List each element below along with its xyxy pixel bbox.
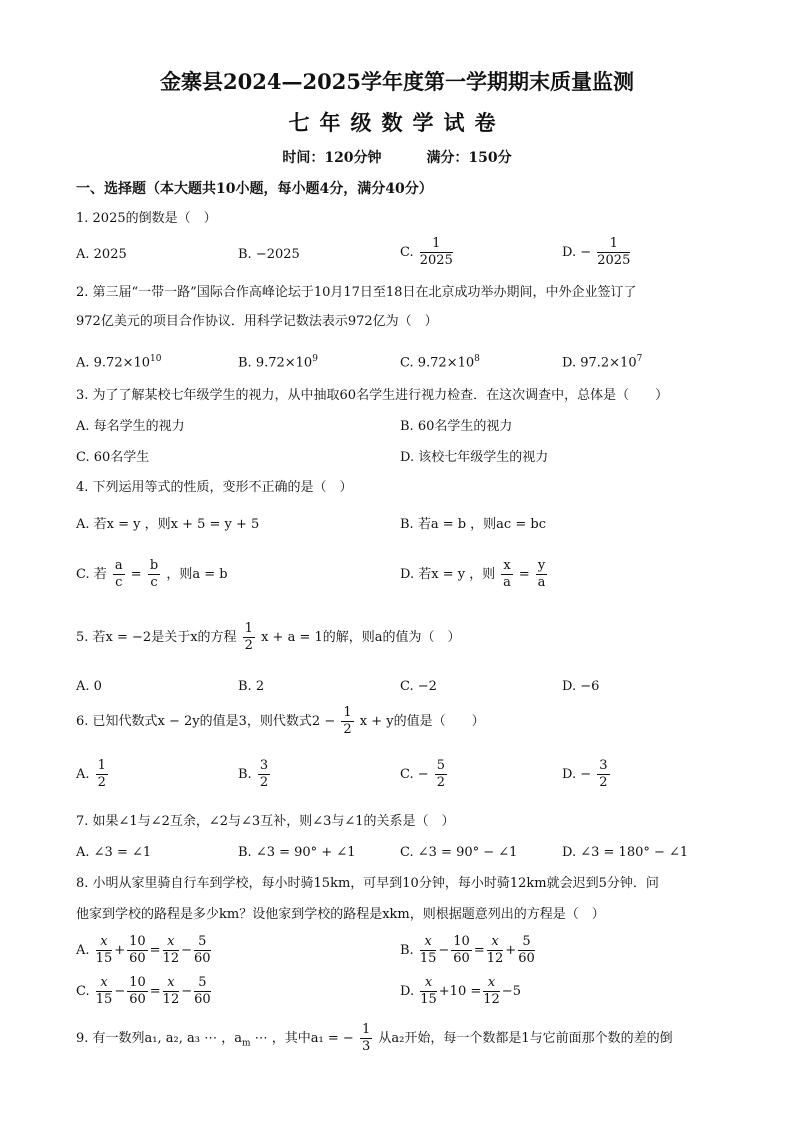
q4-option-c: C. 若 $\frac{a}{c}$ = $\frac{b}{c}$ ，则a = b (76, 558, 228, 590)
fraction: $\frac{3}{2}$ (599, 758, 608, 790)
fraction: $\frac{1}{2}$ (343, 705, 352, 737)
question-5-stem: 5. 若x = −2是关于x的方程 $\frac{1}{2}$ x + a = 1的解，则a的值为（ ） (76, 621, 461, 653)
question-2-stem-line1: 2. 第三届“一带一路”国际合作高峰论坛于10月17日至18日在北京成功举办期间，中外企业签订了 (76, 285, 637, 300)
q2-option-b: B. $9.72\times 10^9$ (238, 354, 318, 371)
q3-option-b: B. 60名学生的视力 (400, 419, 513, 434)
q3-option-d: D. 该校七年级学生的视力 (400, 450, 549, 465)
fraction: $\frac{1}{2}$ (97, 758, 106, 790)
question-6-stem: 6. 已知代数式x − 2y的值是3，则代数式2 − $\frac{1}{2}$ x + y的值是（ ） (76, 705, 485, 737)
exam-subtitle: 七年级数学试卷 (288, 110, 506, 135)
fraction: $\frac{1}{3}$ (361, 1022, 371, 1054)
question-3-stem: 3. 为了了解某校七年级学生的视力，从中抽取60名学生进行视力检查．在这次调查中，总体是（ ） (76, 388, 669, 403)
fraction: $\frac{1}{2}$ (244, 621, 253, 653)
q4-option-a: A. 若x = y ，则x + 5 = y + 5 (76, 517, 260, 532)
question-7-stem: 7. 如果∠1与∠2互余，∠2与∠3互补，则∠3与∠1的关系是（ ） (76, 814, 455, 829)
fraction: $\frac{b}{c}$ (149, 558, 159, 590)
q4-option-b: B. 若a = b ，则ac = bc (400, 517, 546, 532)
question-1-stem: 1. 2025的倒数是（ ） (76, 211, 217, 226)
q5-option-b: B. 2 (238, 679, 265, 694)
q1-option-a: A. 2025 (76, 247, 127, 262)
q2-option-a: A. $9.72\times 10^{10}$ (76, 354, 162, 371)
question-4-stem: 4. 下列运用等式的性质，变形不正确的是（ ） (76, 480, 353, 495)
q3-option-a: A. 每名学生的视力 (76, 419, 185, 434)
fraction: $\frac{1}{2025}$ (597, 236, 631, 268)
q8-option-a: A. $\frac{x}{15}$ + $\frac{10}{60}$ = $\frac{x}{12}$ − $\frac{5}{60}$ (76, 934, 211, 966)
section-heading: 一、选择题（本大题共10小题，每小题4分，满分40分） (76, 181, 433, 197)
q5-option-c: C. −2 (400, 679, 437, 694)
q1-option-c: C. $\frac{1}{2025}$ (400, 236, 453, 268)
q1-option-d: D. − $\frac{1}{2025}$ (562, 236, 631, 268)
fraction: $\frac{x}{a}$ (503, 558, 511, 590)
q4-option-d: D. 若x = y ，则 $\frac{x}{a}$ = $\frac{y}{a}$ (400, 558, 546, 590)
fraction: $\frac{3}{2}$ (259, 758, 269, 790)
q2-option-d: D. $97.2\times 10^7$ (562, 354, 643, 371)
fraction: $\frac{y}{a}$ (537, 558, 546, 590)
question-2-stem-line2: 972亿美元的项目合作协议．用科学记数法表示972亿为（ ） (76, 314, 438, 329)
time-limit: 时间：120分钟 (282, 150, 382, 166)
fraction: $\frac{5}{2}$ (436, 758, 446, 790)
q2-option-c: C. $9.72\times 10^8$ (400, 354, 480, 371)
q6-option-d: D. − $\frac{3}{2}$ (562, 758, 608, 790)
question-8-stem-line1: 8. 小明从家里骑自行车到学校，每小时骑15km，可早到10分钟，每小时骑12km就会迟到5分钟．问 (76, 876, 659, 891)
q5-option-a: A. 0 (76, 679, 102, 694)
q7-option-c: C. ∠3 = 90° − ∠1 (400, 845, 518, 860)
q7-option-d: D. ∠3 = 180° − ∠1 (562, 845, 689, 860)
q8-option-d: D. $\frac{x}{15}$ +10 = $\frac{x}{12}$ −5 (400, 975, 521, 1007)
q7-option-a: A. ∠3 = ∠1 (76, 845, 152, 860)
q7-option-b: B. ∠3 = 90° + ∠1 (238, 845, 356, 860)
fraction: $\frac{a}{c}$ (114, 558, 123, 590)
q8-option-c: C. $\frac{x}{15}$ − $\frac{10}{60}$ = $\frac{x}{12}$ − $\frac{5}{60}$ (76, 975, 211, 1007)
exam-info (0, 147, 794, 167)
q6-option-c: C. − $\frac{5}{2}$ (400, 758, 446, 790)
question-8-stem-line2: 他家到学校的路程是多少km？设他家到学校的路程是xkm，则根据题意列出的方程是（ ） (76, 907, 605, 922)
q5-option-d: D. −6 (562, 679, 600, 694)
question-9-stem: 9. 有一数列a₁, a₂, a₃ ⋯ ，$a_m$ ⋯ ，其中a₁ = − $\frac{1}{3}$ 从a₂开始，每一个数都是1与它前面那个数的差的倒 (76, 1022, 673, 1054)
full-score: 满分：150分 (426, 150, 512, 166)
q8-option-b: B. $\frac{x}{15}$ − $\frac{10}{60}$ = $\frac{x}{12}$ + $\frac{5}{60}$ (400, 934, 535, 966)
q3-option-c: C. 60名学生 (76, 450, 150, 465)
q6-option-b: B. $\frac{3}{2}$ (238, 758, 269, 790)
fraction: $\frac{1}{2025}$ (419, 236, 453, 268)
q1-option-b: B. −2025 (238, 247, 300, 262)
exam-title: 金寨县2024—2025学年度第一学期期末质量监测 (160, 69, 634, 94)
q6-option-a: A. $\frac{1}{2}$ (76, 758, 106, 790)
